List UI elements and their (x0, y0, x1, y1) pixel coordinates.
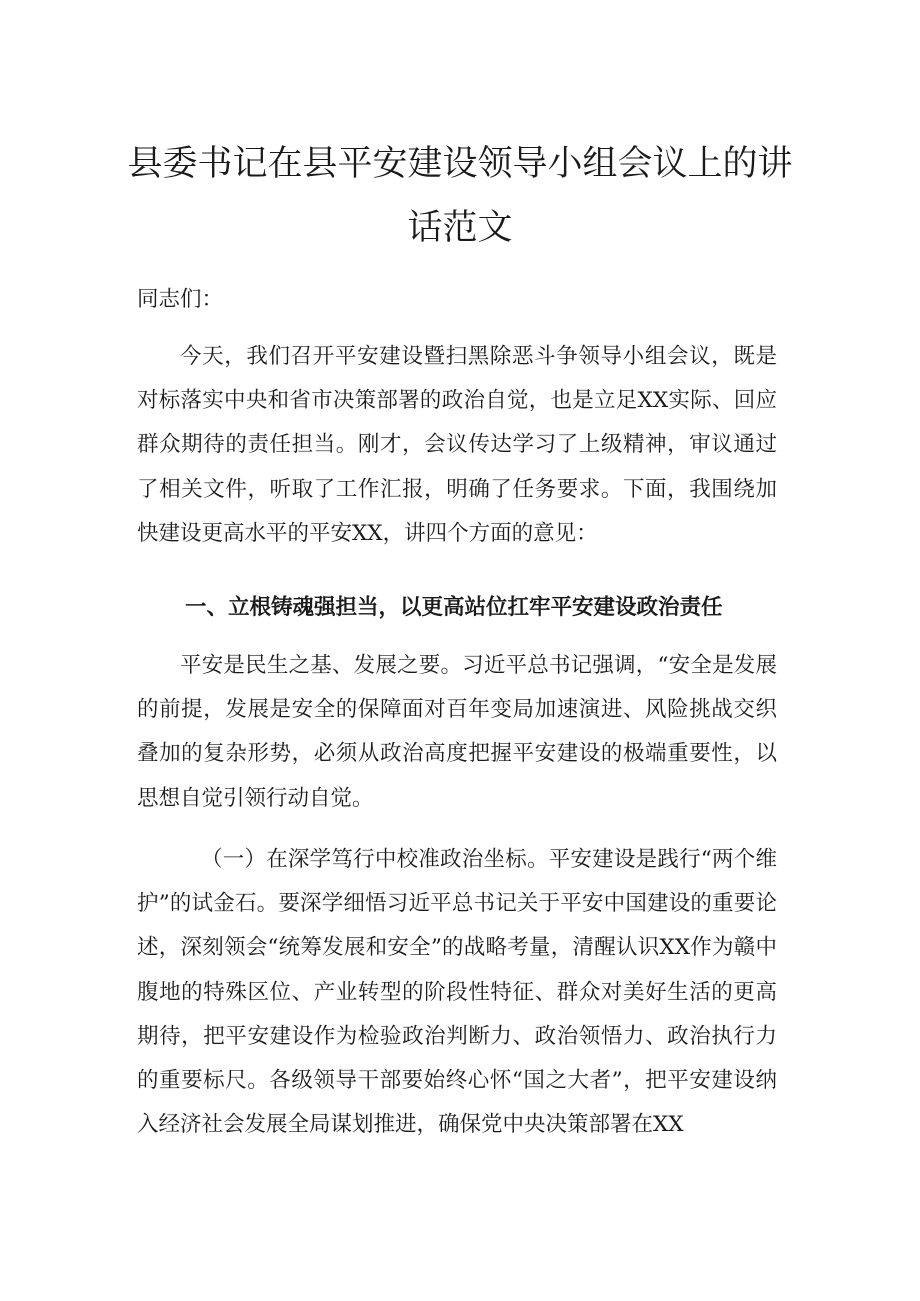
paragraph-section-1-intro: 平安是民生之基、发展之要。习近平总书记强调，“安全是发展的前提，发展是安全的保障面对百年变局加速演进、风险挑战交织叠加的复杂形势，必须从政治高度把握平安建设的极端重要性，以思想自觉引领行动自觉。 (137, 653, 777, 811)
document-title-line-1: 县委书记在县平安建设领导小组会议上的讲 (127, 144, 793, 184)
salutation: 同志们： (137, 287, 224, 312)
document-title (120, 132, 800, 260)
paragraph-subsection-1: （一）在深学笃行中校准政治坐标。平安建设是践行“两个维护”的试金石。要深学细悟习近平总书记关于平安中国建设的重要论述，深刻领会“统筹发展和安全”的战略考量，清醒认识XX作为赣中腹地的特殊区位、产业转型的阶段性特征、群众对美好生活的更高期待，把平安建设作为检验政治判断力、政治领悟力、政治执行力的重要标尺。各级领导干部要始终心怀“国之大者”，把平安建设纳入经济社会发展全局谋划推进，确保党中央决策部署在XX (137, 847, 777, 1138)
section-heading-1: 一、立根铸魂强担当，以更高站位扛牢平安建设政治责任 (185, 595, 723, 620)
paragraph-opening: 今天，我们召开平安建设暨扫黑除恶斗争领导小组会议，既是对标落实中央和省市决策部署的政治自觉，也是立足XX实际、回应群众期待的责任担当。刚才，会议传达学习了上级精神，审议通过了相关文件，听取了工作汇报，明确了任务要求。下面，我围绕加快建设更高水平的平安XX，讲四个方面的意见： (137, 344, 777, 546)
document-title-line-2: 话范文 (407, 208, 513, 248)
